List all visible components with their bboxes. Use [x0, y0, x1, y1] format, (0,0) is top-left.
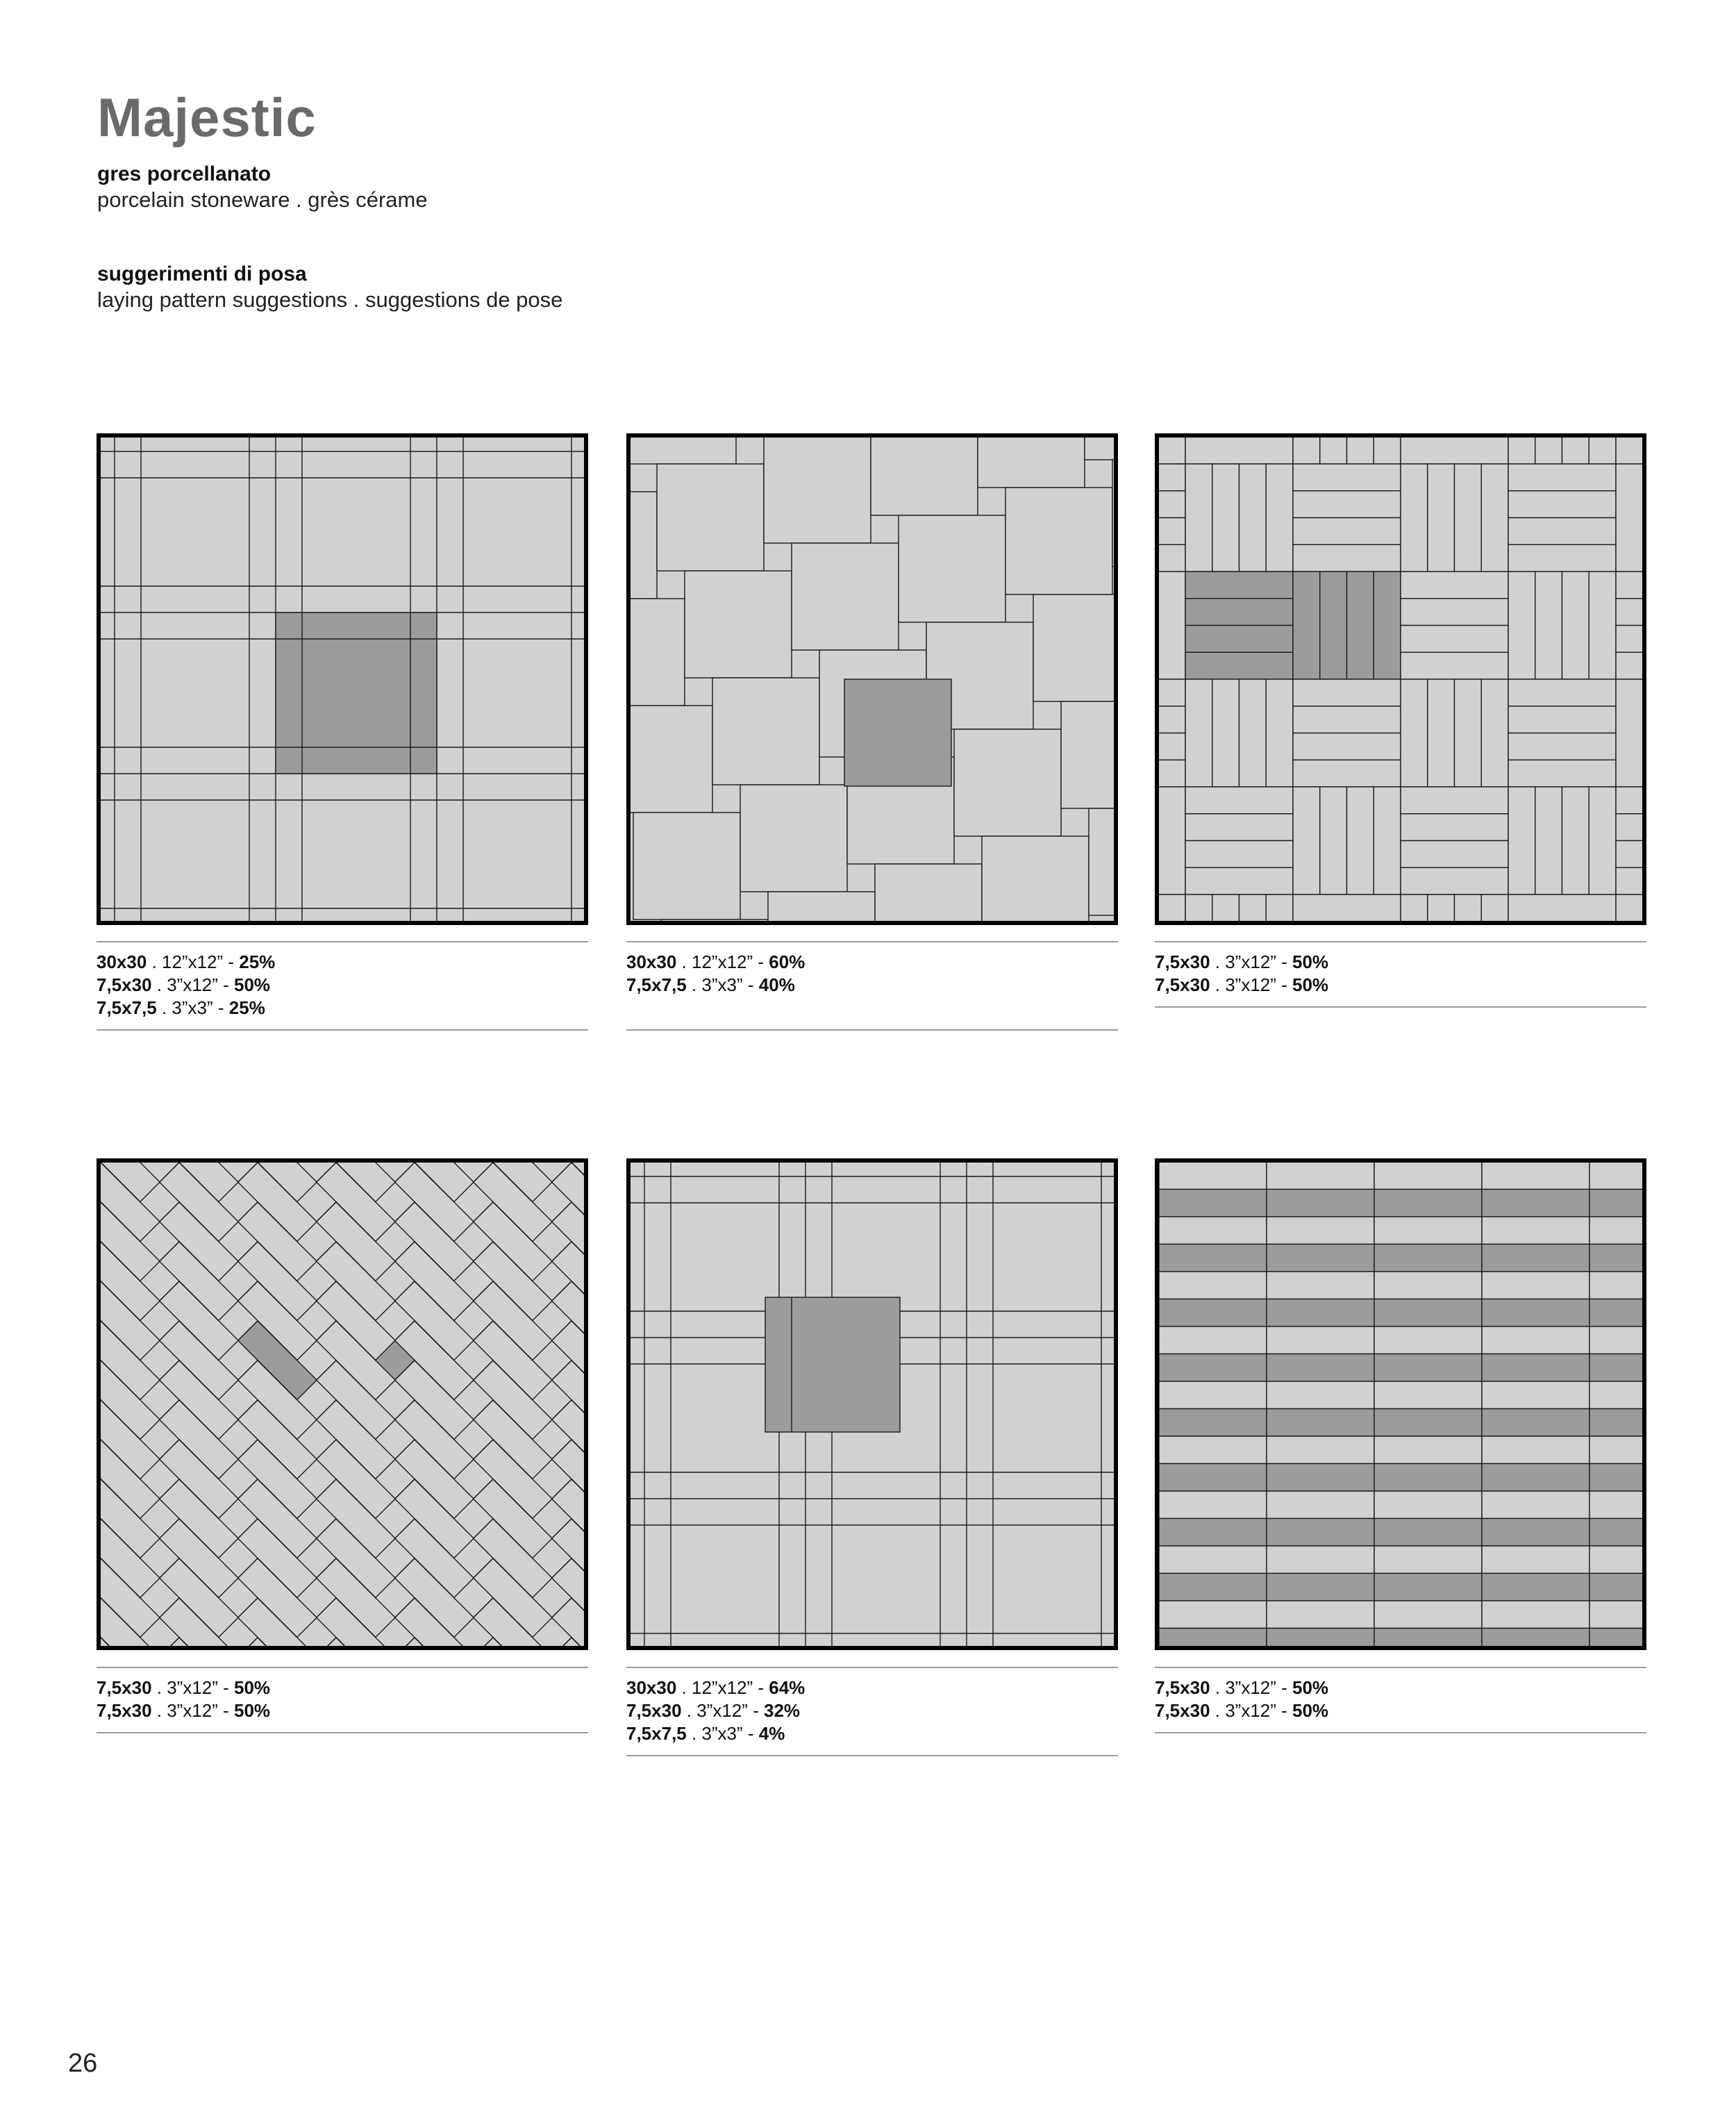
square-tile: [633, 813, 740, 919]
plank-tile: [1159, 1519, 1267, 1547]
strip-tile: [1320, 438, 1347, 464]
plank-tile: [1267, 1354, 1374, 1382]
caption-grid-b: [626, 1667, 1118, 1756]
strip-tile: [1159, 491, 1185, 518]
section-translation: laying pattern suggestions . suggestions de pose: [97, 288, 563, 312]
strip-tile: [1535, 572, 1562, 679]
plank-tile: [1159, 1464, 1267, 1492]
strip-tile: [1159, 760, 1185, 787]
square-tile: [1085, 438, 1114, 460]
page-title: Majestic: [97, 87, 317, 148]
plank-tile: [1267, 1163, 1374, 1190]
strip-tile: [1508, 894, 1616, 921]
plank-tile: [1267, 1409, 1374, 1437]
pattern-stripes-drawing: [1159, 1163, 1642, 1646]
pattern-herringbone: [97, 1158, 588, 1650]
plank-tile: [1159, 1299, 1267, 1327]
plank-tile: [1267, 1464, 1374, 1492]
strip-tile: [1616, 679, 1642, 787]
strip-tile: [1428, 679, 1455, 787]
pattern-staggered-squares-drawing: [631, 438, 1114, 921]
plank-tile: [1159, 1245, 1267, 1272]
strip-tile: [1401, 599, 1508, 626]
strip-tile: [1266, 464, 1293, 572]
pattern-herringbone-drawing: [101, 1163, 584, 1646]
plank-tile: [1374, 1629, 1482, 1647]
strip-tile: [1374, 438, 1401, 464]
strip-tile: [1455, 464, 1482, 572]
caption-basketweave: [1155, 941, 1646, 1008]
strip-tile: [1159, 438, 1185, 464]
square-tile: [792, 543, 899, 650]
plank-tile: [1374, 1409, 1482, 1437]
plank-tile: [1374, 1381, 1482, 1409]
strip-tile: [1293, 733, 1401, 760]
plank-tile: [1267, 1190, 1374, 1217]
plank-tile: [1589, 1629, 1642, 1647]
strip-tile: [1212, 679, 1240, 787]
plank-tile: [1589, 1299, 1642, 1327]
plank-tile: [1589, 1491, 1642, 1519]
strip-tile: [1508, 706, 1616, 733]
strip-tile: [1320, 787, 1347, 894]
strip-tile: [1508, 464, 1616, 491]
strip-tile: [1535, 438, 1562, 464]
strip-tile: [1401, 894, 1428, 921]
strip-tile: [1240, 679, 1267, 787]
plank-tile: [1159, 1381, 1267, 1409]
strip-tile: [1401, 652, 1508, 679]
plank-tile: [1589, 1381, 1642, 1409]
pattern-basketweave: [1155, 433, 1646, 925]
plank-tile: [1589, 1546, 1642, 1574]
plank-tile: [1482, 1464, 1589, 1492]
square-tile: [631, 438, 736, 464]
strip-tile: [1266, 894, 1293, 921]
strip-tile: [1401, 438, 1508, 464]
strip-tile: [1347, 572, 1374, 679]
plank-tile: [1482, 1272, 1589, 1299]
strip-tile: [1293, 544, 1401, 572]
caption-stripes: [1155, 1667, 1646, 1733]
plank-tile: [1374, 1464, 1482, 1492]
accent-tile: [844, 679, 951, 786]
square-tile: [954, 729, 1061, 836]
strip-tile: [1159, 733, 1185, 760]
strip-tile: [1185, 679, 1212, 787]
strip-tile: [1401, 867, 1508, 894]
plank-tile: [1374, 1546, 1482, 1574]
pattern-grid-a: [97, 433, 588, 925]
strip-tile: [1185, 572, 1293, 599]
strip-tile: [1159, 572, 1185, 679]
caption-line: 7,5x7,5 . 3”x3” - 40%: [626, 974, 795, 995]
caption-line: 30x30 . 12”x12” - 60%: [626, 951, 806, 972]
plank-tile: [1267, 1326, 1374, 1354]
plank-tile: [1482, 1190, 1589, 1217]
pattern-grid-b-drawing: [631, 1163, 1114, 1646]
plank-tile: [1589, 1354, 1642, 1382]
plank-tile: [1589, 1519, 1642, 1547]
caption-line: 30x30 . 12”x12” - 64%: [626, 1677, 806, 1698]
strip-tile: [1616, 652, 1642, 679]
pattern-grid-b: [626, 1158, 1118, 1650]
plank-tile: [1267, 1217, 1374, 1245]
strip-tile: [1293, 760, 1401, 787]
square-tile: [631, 706, 712, 813]
plank-tile: [1374, 1190, 1482, 1217]
caption-line: 7,5x7,5 . 3”x3” - 25%: [97, 997, 265, 1018]
caption-line: 7,5x30 . 3”x12” - 50%: [97, 1700, 271, 1721]
accent-tile: [765, 1297, 900, 1432]
plank-tile: [1267, 1601, 1374, 1629]
plank-tile: [1374, 1326, 1482, 1354]
square-tile: [768, 892, 875, 921]
plank-tile: [1482, 1163, 1589, 1190]
plank-tile: [1267, 1546, 1374, 1574]
plank-tile: [1159, 1163, 1267, 1190]
caption-line: 7,5x30 . 3”x12” - 50%: [97, 974, 271, 995]
accent-tile: [276, 613, 437, 774]
strip-tile: [1240, 464, 1267, 572]
strip-tile: [1508, 787, 1535, 894]
plank-tile: [1482, 1574, 1589, 1601]
strip-tile: [1401, 626, 1508, 653]
strip-tile: [1428, 464, 1455, 572]
strip-tile: [1374, 787, 1401, 894]
plank-tile: [1589, 1601, 1642, 1629]
strip-tile: [1185, 867, 1293, 894]
strip-tile: [1616, 626, 1642, 653]
strip-tile: [1508, 572, 1535, 679]
plank-tile: [1267, 1381, 1374, 1409]
strip-tile: [1616, 867, 1642, 894]
plank-tile: [1159, 1436, 1267, 1464]
plank-tile: [1374, 1519, 1482, 1547]
material-translation: porcelain stoneware . grès cérame: [97, 188, 428, 212]
strip-tile: [1185, 464, 1212, 572]
section-italian: suggerimenti di posa: [97, 263, 307, 285]
strip-tile: [1293, 894, 1401, 921]
plank-tile: [1482, 1491, 1589, 1519]
strip-tile: [1589, 572, 1616, 679]
plank-tile: [1482, 1245, 1589, 1272]
plank-tile: [1267, 1629, 1374, 1647]
plank-tile: [1159, 1546, 1267, 1574]
plank-tile: [1482, 1629, 1589, 1647]
strip-tile: [1320, 572, 1347, 679]
strip-tile: [1159, 679, 1185, 706]
plank-tile: [1374, 1245, 1482, 1272]
plank-tile: [1159, 1190, 1267, 1217]
strip-tile: [1401, 679, 1428, 787]
square-tile: [740, 785, 847, 892]
plank-tile: [1159, 1217, 1267, 1245]
caption-line: 7,5x30 . 3”x12” - 50%: [1155, 1700, 1329, 1721]
strip-tile: [1508, 544, 1616, 572]
strip-tile: [1266, 679, 1293, 787]
square-tile: [1112, 460, 1114, 567]
strip-tile: [1159, 544, 1185, 572]
strip-tile: [1401, 572, 1508, 599]
plank-tile: [1482, 1546, 1589, 1574]
strip-tile: [1293, 491, 1401, 518]
strip-tile: [1616, 464, 1642, 572]
square-tile: [875, 864, 982, 921]
plank-tile: [1589, 1217, 1642, 1245]
square-tile: [982, 836, 1089, 921]
strip-tile: [1240, 894, 1267, 921]
plank-tile: [1267, 1519, 1374, 1547]
strip-tile: [1293, 572, 1320, 679]
strip-tile: [1185, 599, 1293, 626]
plank-tile: [1374, 1574, 1482, 1601]
strip-tile: [1616, 841, 1642, 868]
strip-tile: [1185, 894, 1212, 921]
strip-tile: [1616, 599, 1642, 626]
strip-tile: [1616, 787, 1642, 814]
plank-tile: [1267, 1245, 1374, 1272]
strip-tile: [1508, 733, 1616, 760]
square-tile: [1089, 808, 1114, 915]
square-tile: [661, 919, 768, 921]
plank-tile: [1589, 1245, 1642, 1272]
plank-tile: [1159, 1574, 1267, 1601]
plank-tile: [1374, 1601, 1482, 1629]
strip-tile: [1185, 787, 1293, 814]
strip-tile: [1562, 572, 1589, 679]
plank-tile: [1482, 1217, 1589, 1245]
strip-tile: [1616, 894, 1642, 921]
square-tile: [1033, 594, 1114, 701]
pattern-staggered-squares: [626, 433, 1118, 925]
plank-tile: [1159, 1272, 1267, 1299]
pattern-basketweave-drawing: [1159, 438, 1642, 921]
strip-tile: [1293, 679, 1401, 706]
plank-tile: [1482, 1436, 1589, 1464]
plank-tile: [1159, 1326, 1267, 1354]
material-italian: gres porcellanato: [97, 163, 272, 185]
plank-tile: [1482, 1601, 1589, 1629]
strip-tile: [1212, 464, 1240, 572]
plank-tile: [1374, 1163, 1482, 1190]
strip-tile: [1212, 894, 1240, 921]
square-tile: [631, 492, 657, 599]
plank-tile: [1589, 1163, 1642, 1190]
strip-tile: [1401, 464, 1428, 572]
strip-tile: [1159, 464, 1185, 491]
strip-tile: [1508, 491, 1616, 518]
plank-tile: [1159, 1409, 1267, 1437]
plank-tile: [1589, 1272, 1642, 1299]
plank-tile: [1159, 1354, 1267, 1382]
strip-tile: [1185, 814, 1293, 841]
strip-tile: [1508, 760, 1616, 787]
strip-tile: [1455, 894, 1482, 921]
plank-tile: [1482, 1299, 1589, 1327]
plank-tile: [1267, 1436, 1374, 1464]
strip-tile: [1589, 787, 1616, 894]
caption-staggered-squares: [626, 941, 1118, 1031]
strip-tile: [1508, 438, 1535, 464]
plank-tile: [1159, 1601, 1267, 1629]
plank-tile: [1482, 1381, 1589, 1409]
strip-tile: [1616, 814, 1642, 841]
plank-tile: [1374, 1299, 1482, 1327]
caption-grid-a: [97, 941, 588, 1031]
strip-tile: [1159, 518, 1185, 545]
plank-tile: [1589, 1574, 1642, 1601]
strip-tile: [1562, 438, 1589, 464]
plank-tile: [1482, 1326, 1589, 1354]
plank-tile: [1589, 1409, 1642, 1437]
square-tile: [871, 438, 978, 515]
square-tile: [764, 438, 871, 543]
strip-tile: [1293, 518, 1401, 545]
square-tile: [685, 571, 792, 678]
plank-tile: [1159, 1491, 1267, 1519]
plank-tile: [1159, 1629, 1267, 1647]
caption-herringbone: [97, 1667, 588, 1733]
caption-line: 7,5x30 . 3”x12” - 50%: [1155, 951, 1329, 972]
plank-tile: [1374, 1217, 1482, 1245]
plank-tile: [1374, 1491, 1482, 1519]
strip-tile: [1616, 572, 1642, 599]
pattern-stripes: [1155, 1158, 1646, 1650]
strip-tile: [1374, 572, 1401, 679]
square-tile: [1005, 488, 1112, 594]
caption-line: 30x30 . 12”x12” - 25%: [97, 951, 276, 972]
strip-tile: [1589, 438, 1616, 464]
strip-tile: [1293, 787, 1320, 894]
plank-tile: [1374, 1272, 1482, 1299]
strip-tile: [1185, 626, 1293, 653]
plank-tile: [1267, 1272, 1374, 1299]
plank-tile: [1267, 1491, 1374, 1519]
plank-tile: [1589, 1464, 1642, 1492]
strip-tile: [1616, 438, 1642, 464]
square-tile: [899, 515, 1005, 622]
strip-tile: [1401, 814, 1508, 841]
plank-tile: [1589, 1190, 1642, 1217]
plank-tile: [1374, 1354, 1482, 1382]
strip-tile: [1185, 438, 1293, 464]
page-number: 26: [68, 2049, 98, 2078]
strip-tile: [1159, 706, 1185, 733]
caption-line: 7,5x30 . 3”x12” - 50%: [1155, 974, 1329, 995]
plank-tile: [1482, 1409, 1589, 1437]
strip-tile: [1293, 706, 1401, 733]
strip-tile: [1481, 679, 1508, 787]
square-tile: [631, 599, 685, 706]
strip-tile: [1347, 787, 1374, 894]
strip-tile: [1401, 787, 1508, 814]
plank-tile: [1267, 1574, 1374, 1601]
strip-tile: [1455, 679, 1482, 787]
plank-tile: [1482, 1354, 1589, 1382]
strip-tile: [1428, 894, 1455, 921]
strip-tile: [1347, 438, 1374, 464]
plank-tile: [1589, 1326, 1642, 1354]
strip-tile: [1159, 894, 1185, 921]
strip-tile: [1562, 787, 1589, 894]
strip-tile: [1481, 464, 1508, 572]
plank-tile: [1589, 1436, 1642, 1464]
strip-tile: [1293, 464, 1401, 491]
strip-tile: [1185, 841, 1293, 868]
strip-tile: [1159, 787, 1185, 894]
plank-tile: [1482, 1519, 1589, 1547]
strip-tile: [1508, 679, 1616, 706]
pattern-grid-a-drawing: [101, 438, 584, 921]
plank-tile: [1374, 1436, 1482, 1464]
square-tile: [1061, 701, 1114, 808]
caption-line: 7,5x30 . 3”x12” - 50%: [97, 1677, 271, 1698]
square-tile: [978, 438, 1085, 488]
strip-tile: [1535, 787, 1562, 894]
caption-line: 7,5x30 . 3”x12” - 50%: [1155, 1677, 1329, 1698]
strip-tile: [1508, 518, 1616, 545]
caption-line: 7,5x30 . 3”x12” - 32%: [626, 1700, 801, 1721]
square-tile: [712, 678, 819, 785]
strip-tile: [1481, 894, 1508, 921]
strip-tile: [1293, 438, 1320, 464]
plank-tile: [1267, 1299, 1374, 1327]
caption-line: 7,5x7,5 . 3”x3” - 4%: [626, 1723, 785, 1744]
square-tile: [657, 464, 764, 571]
strip-tile: [1401, 841, 1508, 868]
strip-tile: [1185, 652, 1293, 679]
